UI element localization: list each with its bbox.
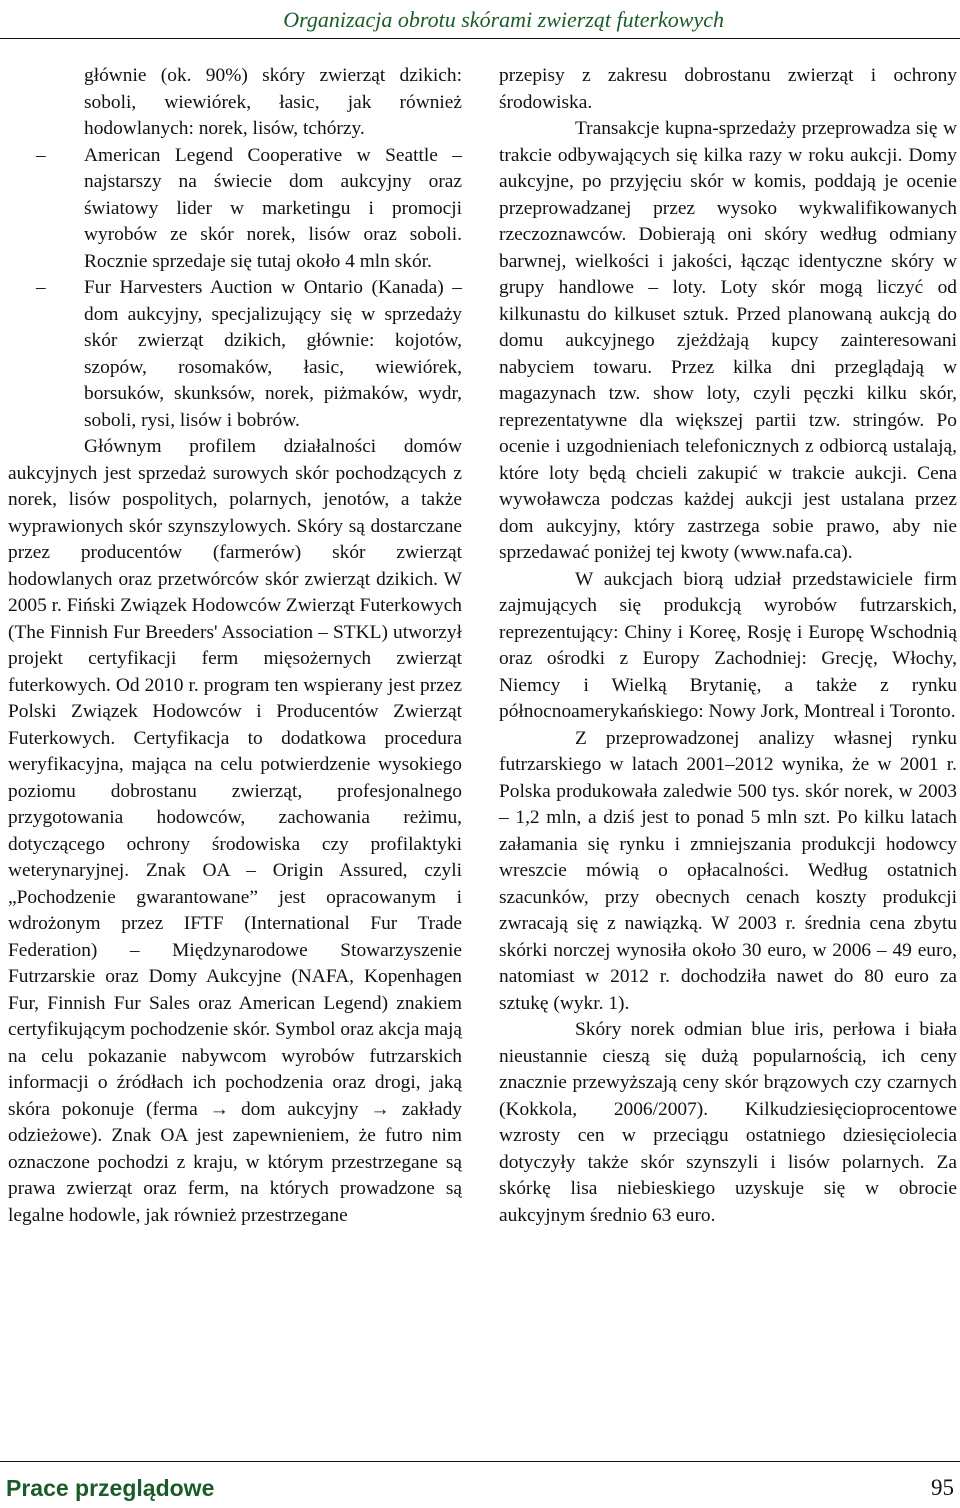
list-item-text: American Legend Cooperative w Seattle – najstarszy na świecie dom aukcyjny oraz światowy lider w marketingu i promocji wyrobów ze skór norek, lisów oraz soboli. Rocznie sprzedaje się tutaj około 4 mln skór. [84, 144, 462, 272]
list-dash: – [36, 277, 46, 298]
footer-divider [0, 1461, 960, 1462]
paragraph-transactions: Transakcje kupna-sprzedaży przeprowadza się w trakcie odbywających się kilka razy w roku aukcji. Domy aukcyjne, po przyjęciu skór w komis, poddają je ocenie przeprowadzanej przez wysoko wykwalifikowanych rzeczoznawców. Dobierają oni skóry według odmiany barwnej, wielkości i jakości, łącząc identyczne skóry w grupy handlowe – loty. Loty skór mogą liczyć od kilkunastu do kilkuset sztuk. Przed planowaną aukcją do domu aukcyjnego zjeżdżają kupcy zainteresowani nabyciem towaru. Przez kilka dni przeglądają w magazynach tzw. show loty, czyli pęczki kilku skór, reprezentatywne dla większej partii tzw. stringów. Po ocenie i uzgodnieniach telefonicznych z odbiorcą ustalają, które loty będą chcieli zakupić w trakcie aukcji. Cena wywoławcza podczas każdej aukcji jest ustalana przez dom aukcyjny, który zastrzega sobie prawo, aby nie sprzedawać poniżej tej kwoty (www.nafa.ca). [499, 118, 957, 563]
list-item-text: Fur Harvesters Auction w Ontario (Kanada) – dom aukcyjny, specjalizujący się w sprzedaży skór zwierząt dzikich, głównie: kojotów, szopów, rosomaków, łasic, wiewiórek, borsuków, skunksów, norek, piżmaków, wydr, soboli, rysi, lisów i bobrów. [84, 277, 462, 431]
list-dash: – [36, 144, 46, 166]
paragraph-mink-prices: Skóry norek odmian blue iris, perłowa i biała nieustannie cieszą się dużą popularnością, ich ceny znacznie przewyższają ceny skór brązowych czy czarnych (Kokkola, 2006/2007). Kilkudziesięcioprocentowe wzrosty cen w przeciągu ostatniego dziesięciolecia dotyczyły także skór szynszyli i lisów polarnych. Za skórkę lisa niebieskiego uzyskuje się w obrocie aukcyjnym średnio 63 euro. [499, 1019, 957, 1226]
header-divider [0, 38, 960, 39]
list-item-fur-harvesters [8, 275, 462, 434]
intro-continuation: głównie (ok. 90%) skóry zwierząt dzikich: soboli, wiewiórek, łasic, jak również hodowlanych: norek, lisów, tchórzy. [84, 65, 462, 139]
section-label: Prace przeglądowe [6, 1475, 215, 1501]
paragraph-participants: W aukcjach biorą udział przedstawiciele firm zajmujących się produkcją wyrobów futrzarskich, reprezentujący: Chiny i Koreę, Rosję i Europę Wschodnią oraz ośrodki z Europy Zachodniej: Grecję, Włochy, Niemcy i Wielką Brytanię, a także z rynku północnoamerykańskiego: Nowy Jork, Montreal i Toronto. [499, 568, 957, 722]
right-column [499, 63, 957, 1229]
paragraph-market-analysis: Z przeprowadzonej analizy własnej rynku futrzarskiego w latach 2001–2012 wynika, że w 2001 r. Polska produkowała zaledwie 500 tys. skór norek, w 2003 – 1,2 mln, a dziś jest to ponad 5 mln szt. Po kilku latach załamania się rynku i zmniejszania produkcji hodowcy wreszcie mówią o opłacalności. Według ostatnich szacunków, przy obecnych cenach koszty produkcji zwracają się z nawiązką. W 2003 r. średnia cena zbytu skórki norczej wynosiła około 30 euro, w 2006 – 49 euro, natomiast w 2012 r. dochodziła nawet do 80 euro za sztukę (wykr. 1). [499, 727, 957, 1014]
left-column [8, 63, 462, 1229]
list-item-american-legend [8, 143, 462, 276]
paragraph-auction-houses: Głównym profilem działalności domów aukcyjnych jest sprzedaż surowych skór pochodzących z norek, lisów pospolitych, polarnych, jenotów, a także wyprawionych skór szynszylowych. Skóry są dostarczane przez producentów (farmerów) skór zwierząt hodowlanych oraz przetwórców skór zwierząt dzikich. W 2005 r. Fiński Związek Hodowców Zwierząt Futerkowych (The Finnish Fur Breeders' Association – STKL) utworzył projekt certyfikacji ferm mięsożernych zwierząt futerkowych. Od 2010 r. program ten wspierany jest przez Polski Związek Hodowców i Producentów Zwierząt Futerkowych. Certyfikacja to dodatkowa procedura weryfikacyjna, mająca na celu potwierdzenie wysokiego poziomu dobrostanu zwierząt, profesjonalnego przygotowania hodowców, zachowania reżimu, dotyczącego ochrony środowiska czy profilaktyki weterynaryjnej. Znak OA – Origin Assured, czyli „Pochodzenie gwarantowane” jest opracowanym i wdrożonym przez IFTF (International Fur Trade Federation) – Międzynarodowe Stowarzyszenie Futrzarskie oraz Domy Aukcyjne (NAFA, Kopenhagen Fur, Finnish Fur Sales oraz American Legend) znakiem certyfikującym pochodzenie skór. Symbol oraz akcja mają na celu pokazanie nabywcom wyrobów futrzarskich informacji o źródłach ich pochodzenia oraz drogi, jaką skóra pokonuje (ferma → dom aukcyjny → zakłady odzieżowe). Znak OA jest zapewnieniem, że futro nim oznaczone pochodzi z kraju, w którym przestrzegane są prawa zwierząt oraz ferm, na których prowadzone są legalne hodowle, jak również przestrzegane [8, 436, 462, 1226]
page-number: 95 [931, 1475, 954, 1500]
paragraph-continuation: przepisy z zakresu dobrostanu zwierząt i ochrony środowiska. [499, 65, 957, 113]
running-header-title: Organizacja obrotu skórami zwierząt futerkowych [283, 7, 724, 32]
